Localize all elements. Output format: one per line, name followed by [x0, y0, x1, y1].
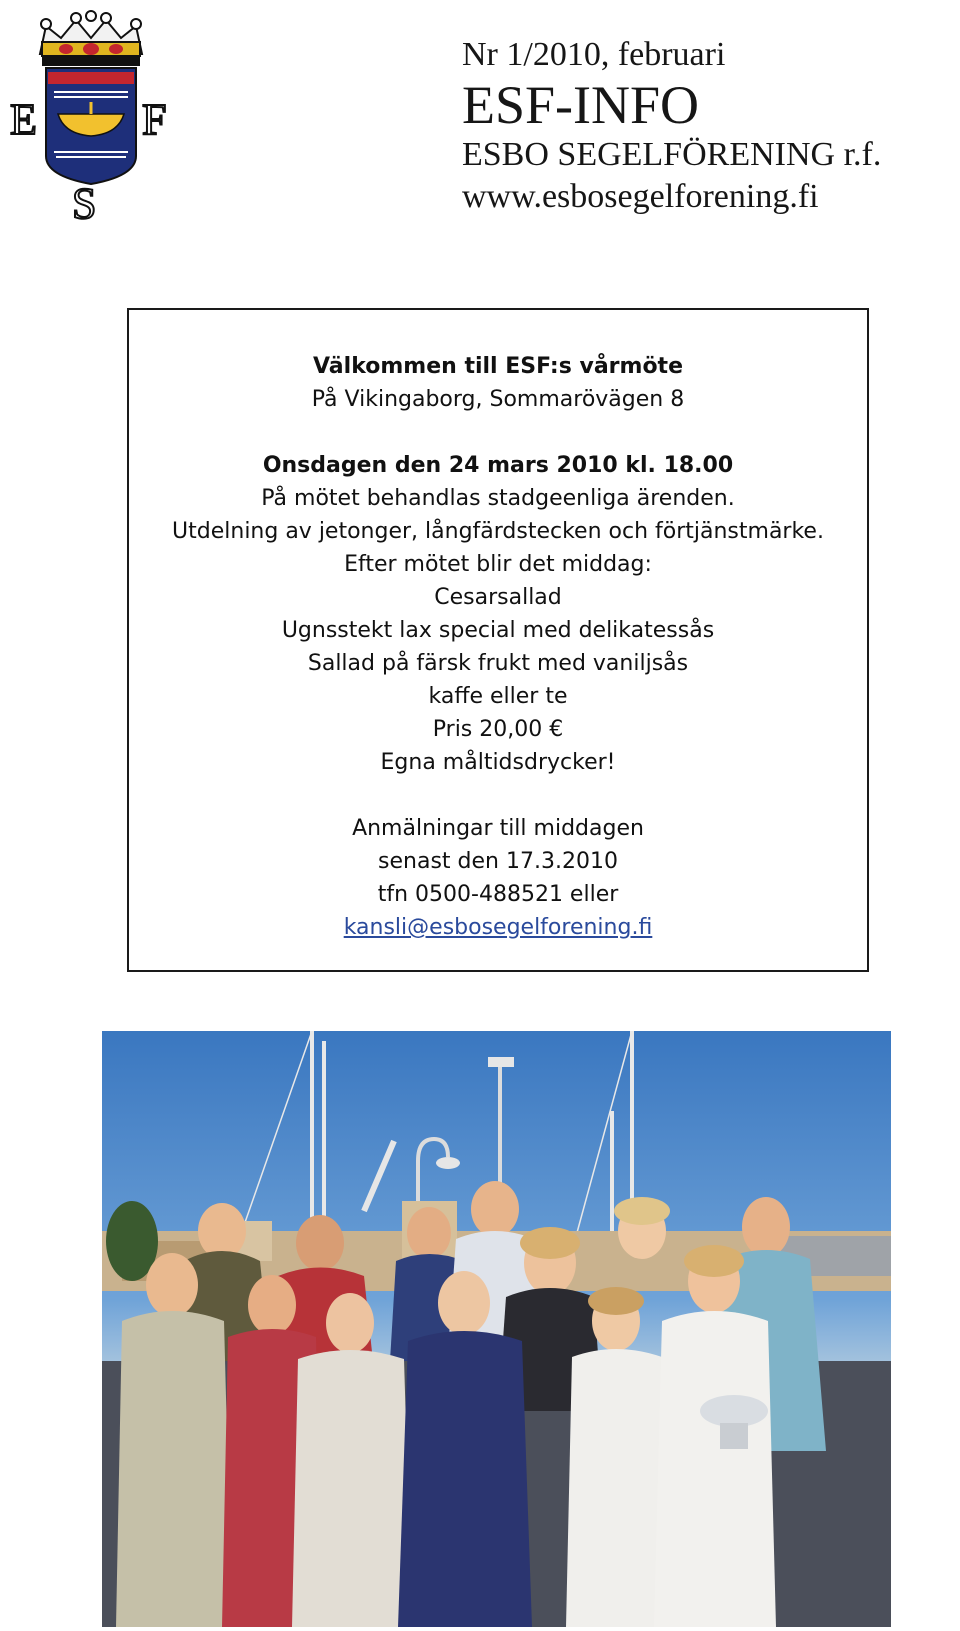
group-photo [102, 1031, 891, 1627]
menu-item: Sallad på färsk frukt med vaniljsås [307, 651, 689, 676]
notice-heading: Välkommen till ESF:s vårmöte [312, 354, 683, 379]
coat-of-arms-icon [6, 6, 176, 228]
meeting-notice [127, 308, 869, 972]
menu-item: Cesarsallad [434, 585, 562, 610]
notice-text: Egna måltidsdrycker! [380, 750, 616, 775]
notice-text: Efter mötet blir det middag: [344, 552, 652, 577]
price: Pris 20,00 € [432, 717, 564, 742]
email-link[interactable]: kansli@esbosegelforening.fi [343, 915, 653, 940]
notice-date: Onsdagen den 24 mars 2010 kl. 18.00 [262, 453, 734, 478]
registration-deadline: senast den 17.3.2010 [378, 849, 618, 874]
masthead [462, 34, 952, 218]
crown-icon [40, 11, 142, 66]
shield-icon [46, 68, 136, 184]
newsletter-title: ESF-INFO [462, 75, 700, 135]
registration-phone: tfn 0500-488521 eller [377, 882, 619, 907]
logo-letter-s: S [72, 179, 97, 228]
club-logo [6, 6, 176, 228]
notice-text: På mötet behandlas stadgeenliga ärenden. [261, 486, 735, 511]
issue-number: Nr 1/2010, februari [462, 36, 726, 73]
harbor-group-photo-icon [102, 1031, 891, 1627]
organization-name: ESBO SEGELFÖRENING r.f. [462, 136, 882, 173]
logo-letter-f: F [142, 95, 167, 144]
logo-letter-e: E [10, 95, 37, 144]
spacer [129, 779, 867, 812]
website-link[interactable]: www.esbosegelforening.fi [462, 178, 819, 215]
menu-item: Ugnsstekt lax special med delikatessås [281, 618, 715, 643]
notice-venue: På Vikingaborg, Sommarövägen 8 [311, 387, 685, 412]
registration-text: Anmälningar till middagen [352, 816, 644, 841]
spacer [129, 416, 867, 449]
notice-text: Utdelning av jetonger, långfärdstecken och förtjänstmärke. [172, 519, 824, 544]
menu-item: kaffe eller te [428, 684, 568, 709]
